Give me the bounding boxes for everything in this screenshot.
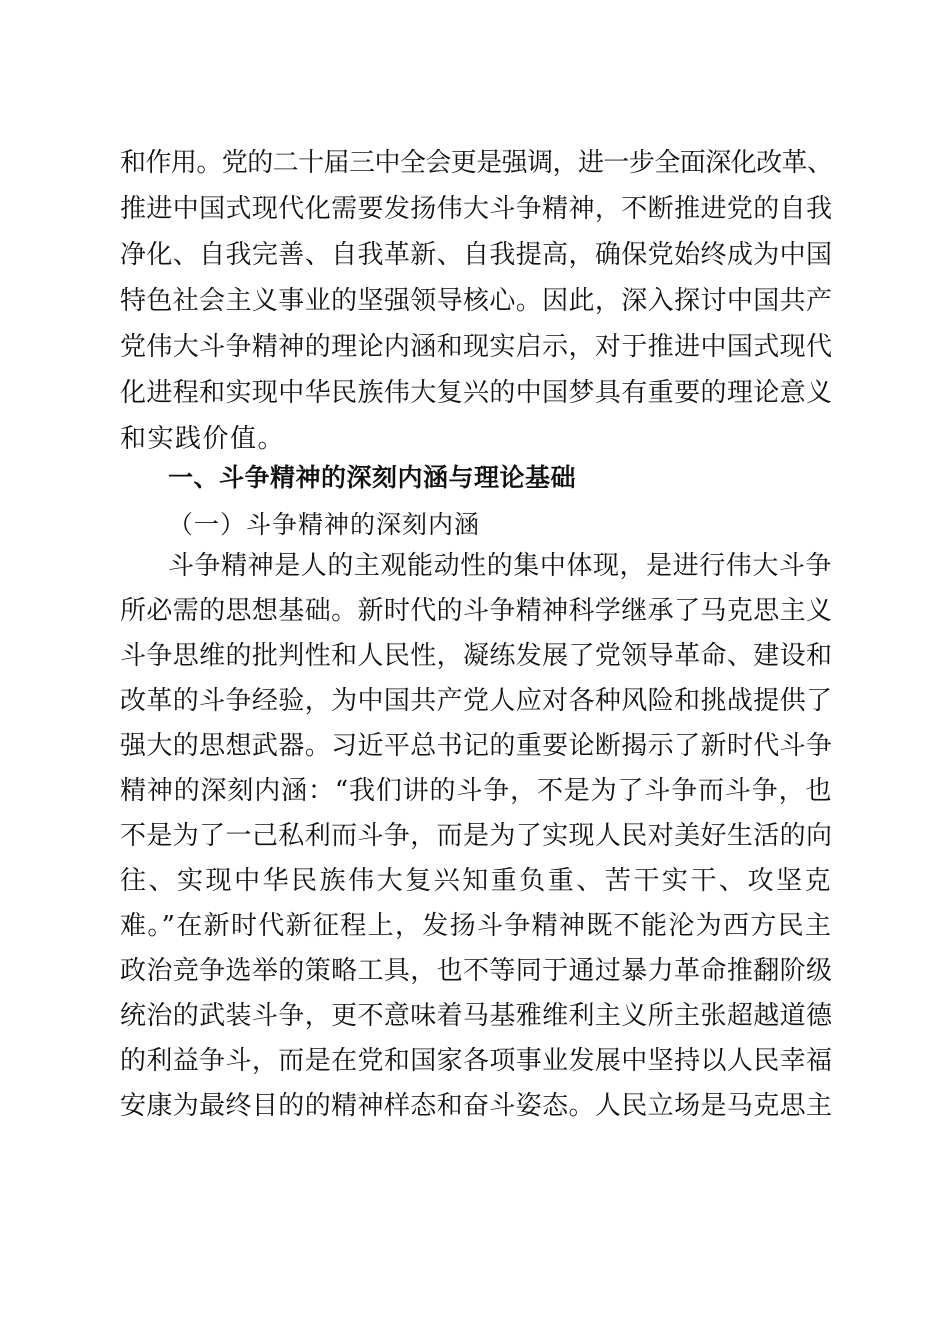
section-heading: 一、斗争精神的深刻内涵与理论基础 — [168, 463, 577, 492]
text-line: 改革的斗争经验，为中国共产党人应对各种风险和挑战提供了 — [120, 686, 832, 716]
text-line: 党伟大斗争精神的理论内涵和现实启示，对于推进中国式现代 — [120, 332, 832, 362]
text-line: 化进程和实现中华民族伟大复兴的中国梦具有重要的理论意义 — [120, 378, 832, 408]
text-line: 斗争思维的批判性和人民性，凝练发展了党领导革命、建设和 — [120, 641, 832, 671]
text-line: 强大的思想武器。习近平总书记的重要论断揭示了新时代斗争 — [120, 731, 832, 761]
text-line: 政治竞争选举的策略工具，也不等同于通过暴力革命推翻阶级 — [120, 956, 832, 986]
text-line: 特色社会主义事业的坚强领导核心。因此，深入探讨中国共产 — [120, 286, 832, 316]
text-line: 斗争精神是人的主观能动性的集中体现，是进行伟大斗争 — [168, 551, 832, 581]
text-line: 难。”在新时代新征程上，发扬斗争精神既不能沦为西方民主 — [120, 911, 832, 941]
text-line: 精神的深刻内涵：“我们讲的斗争，不是为了斗争而斗争，也 — [120, 776, 832, 806]
text-line: 推进中国式现代化需要发扬伟大斗争精神，不断推进党的自我 — [120, 194, 832, 224]
text-line: 安康为最终目的的精神样态和奋斗姿态。人民立场是马克思主 — [120, 1091, 832, 1121]
text-line: 所必需的思想基础。新时代的斗争精神科学继承了马克思主义 — [120, 596, 832, 626]
text-line: 统治的武装斗争，更不意味着马基雅维利主义所主张超越道德 — [120, 1001, 832, 1031]
text-line: 净化、自我完善、自我革新、自我提高，确保党始终成为中国 — [120, 240, 832, 270]
text-line: 不是为了一己私利而斗争，而是为了实现人民对美好生活的向 — [120, 821, 832, 851]
subsection-heading: （一）斗争精神的深刻内涵 — [168, 510, 481, 539]
text-line: 往、实现中华民族伟大复兴知重负重、苦干实干、攻坚克 — [120, 866, 832, 896]
text-line: 的利益争斗，而是在党和国家各项事业发展中坚持以人民幸福 — [120, 1046, 832, 1076]
text-line: 和实践价值。 — [120, 424, 286, 454]
text-line: 和作用。党的二十届三中全会更是强调，进一步全面深化改革、 — [120, 148, 832, 178]
